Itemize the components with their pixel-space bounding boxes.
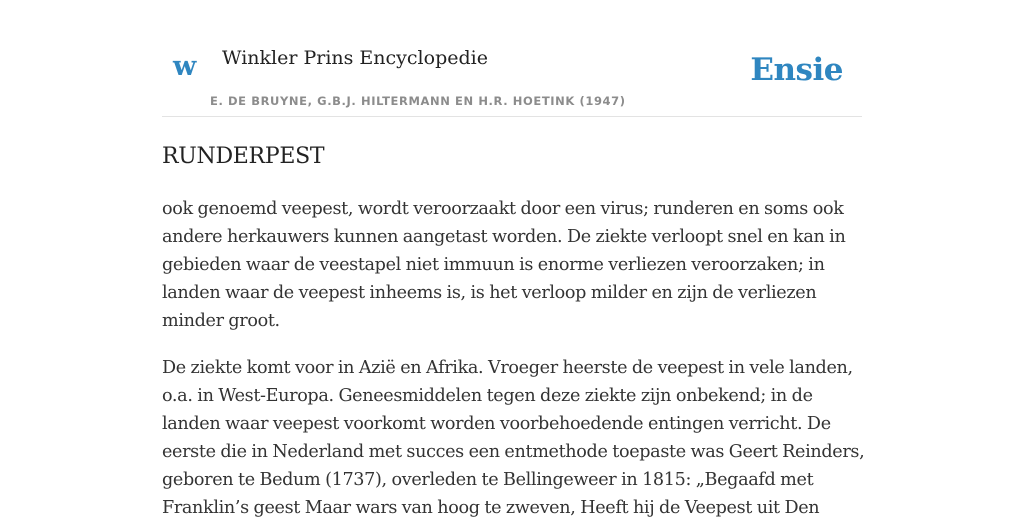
article-paragraph-1 <box>162 195 862 335</box>
paragraph-line: De ziekte komt voor in Azië en Afrika. Vroeger heerste de veepest in vele landen, <box>162 358 853 378</box>
paragraph-line: Franklin’s geest Maar wars van hoog te zweven, Heeft hij de Veepest uit Den <box>162 498 820 518</box>
ensie-logo-link[interactable]: Ensie <box>750 52 843 88</box>
article <box>162 143 865 522</box>
paragraph-line: o.a. in West-Europa. Geneesmiddelen tegen deze ziekte zijn onbekend; in de <box>162 386 813 406</box>
authors-byline: E. DE BRUYNE, G.B.J. HILTERMANN EN H.R. HOETINK (1947) <box>210 94 626 108</box>
paragraph-line: eerste die in Nederland met succes een entmethode toepaste was Geert Reinders, <box>162 442 865 462</box>
article-title: RUNDERPEST <box>162 144 325 169</box>
winkler-prins-logo[interactable]: w <box>173 51 197 82</box>
article-paragraph-2 <box>162 354 865 522</box>
paragraph-line: gebieden waar de veestapel niet immuun is enorme verliezen veroorzaken; in <box>162 255 825 275</box>
paragraph-line: landen waar veepest voorkomt worden voorbehoedende entingen verricht. De <box>162 414 831 434</box>
paragraph-line: landen waar de veepest inheems is, is het verloop milder en zijn de verliezen <box>162 283 817 303</box>
page <box>162 0 865 522</box>
site-title[interactable]: Winkler Prins Encyclopedie <box>222 47 488 69</box>
paragraph-line: andere herkauwers kunnen aangetast worden. De ziekte verloopt snel en kan in <box>162 227 846 247</box>
header <box>162 0 862 117</box>
paragraph-line: minder groot. <box>162 311 280 331</box>
paragraph-line: geboren te Bedum (1737), overleden te Bellingeweer in 1815: „Begaafd met <box>162 470 814 490</box>
paragraph-line: ook genoemd veepest, wordt veroorzaakt door een virus; runderen en soms ook <box>162 199 844 219</box>
